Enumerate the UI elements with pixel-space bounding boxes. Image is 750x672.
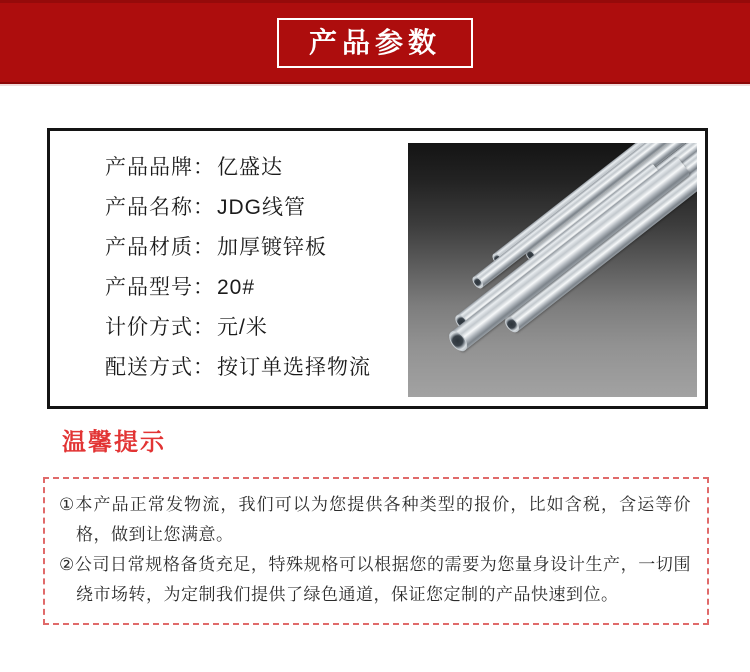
spec-row-pricing (105, 308, 371, 348)
spec-colon: ： (193, 156, 215, 179)
spec-value: 20# (217, 276, 256, 299)
product-spec-card (47, 128, 708, 409)
spec-value: 亿盛达 (217, 156, 283, 179)
pipe-end-cap (470, 274, 485, 290)
spec-label: 配送方式 (105, 356, 193, 379)
warm-tips-box (43, 477, 709, 625)
spec-colon: ： (193, 316, 215, 339)
spec-row-shipping (105, 348, 371, 388)
spec-value: 元/米 (217, 316, 268, 339)
spec-row-material (105, 228, 371, 268)
spec-label: 产品材质 (105, 236, 193, 259)
spec-label: 产品型号 (105, 276, 193, 299)
spec-row-name (105, 188, 371, 228)
spec-colon: ： (193, 196, 215, 219)
spec-colon: ： (193, 236, 215, 259)
spec-colon: ： (193, 276, 215, 299)
spec-label: 产品名称 (105, 196, 193, 219)
pipe-end-cap (446, 327, 471, 354)
spec-value: 加厚镀锌板 (217, 236, 327, 259)
spec-value: JDG线管 (217, 196, 306, 219)
tip-item-1: ①本产品正常发物流，我们可以为您提供各种类型的报价，比如含税，含运等价格，做到让您满意。 (59, 495, 691, 544)
spec-colon: ： (193, 356, 215, 379)
spec-list (105, 148, 371, 388)
pipe-graphic (448, 155, 691, 352)
product-photo (408, 143, 697, 397)
spec-label: 计价方式 (105, 316, 193, 339)
spec-value: 按订单选择物流 (217, 356, 371, 379)
banner-title-box (277, 18, 473, 68)
spec-row-model (105, 268, 371, 308)
spec-row-brand (105, 148, 371, 188)
warm-tips-heading: 温馨提示 (62, 429, 166, 456)
spec-label: 产品品牌 (105, 156, 193, 179)
page-title: 产品参数 (308, 26, 441, 58)
tip-item-2: ②公司日常规格备货充足，特殊规格可以根据您的需要为您量身设计生产，一切围绕市场转，为定制我们提供了绿色通道，保证您定制的产品快速到位。 (59, 555, 691, 604)
product-parameters-banner (0, 0, 750, 84)
